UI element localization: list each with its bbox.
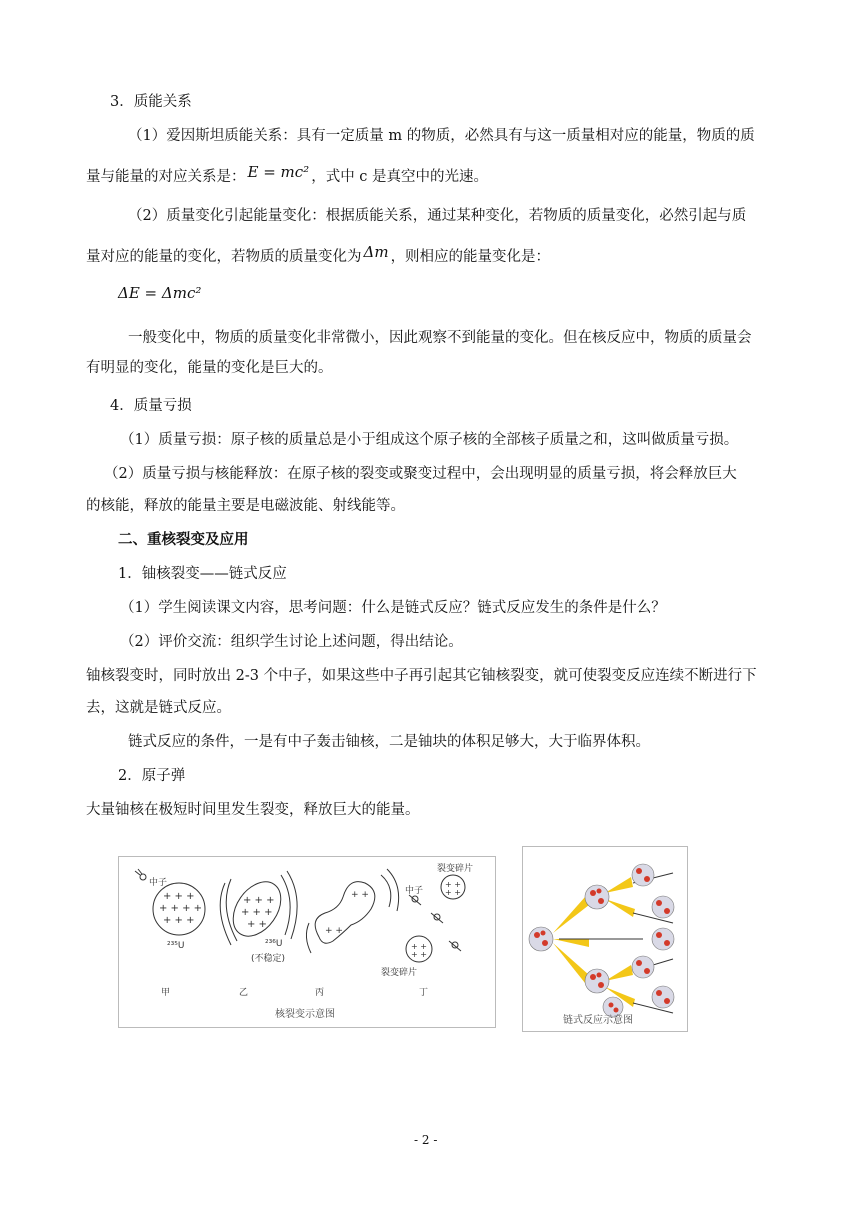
section-1-title: 1．铀核裂变——链式反应 <box>118 566 287 582</box>
paragraph: （1）质量亏损：原子核的质量总是小于组成这个原子核的全部核子质量之和，这叫做质量亏损。 <box>120 432 739 448</box>
paragraph: 大量铀核在极短时间里发生裂变，释放巨大的能量。 <box>86 802 420 818</box>
stage-label-b: 乙 <box>239 988 249 998</box>
svg-text:+ +: + + <box>445 880 461 889</box>
nuclei <box>529 864 674 1017</box>
svg-text:+ + +: + + + <box>163 891 195 902</box>
text-span: ，则相应的能量变化是： <box>390 249 551 265</box>
stage-label-c: 丙 <box>315 988 325 998</box>
paragraph: 有明显的变化，能量的变化是巨大的。 <box>86 360 333 376</box>
paragraph: （2）评价交流：组织学生讨论上述问题，得出结论。 <box>120 634 463 650</box>
svg-text:+ +: + + <box>247 919 267 930</box>
fission-figure <box>118 856 496 1028</box>
formula-emc2: E = mc² <box>247 163 310 181</box>
section-4-title: 4．质量亏损 <box>110 398 192 414</box>
svg-text:+ + + +: + + + + <box>159 903 203 914</box>
svg-text:+ +: + + <box>411 942 427 951</box>
stage-label-d: 丁 <box>419 988 429 998</box>
fission-caption: 核裂变示意图 <box>275 1009 335 1020</box>
text-span: 量对应的能量的变化，若物质的质量变化为 <box>86 249 362 265</box>
stage-b-nucleus <box>220 871 297 945</box>
formula-delta-m: Δm <box>363 243 389 261</box>
u235-label: ²³⁵U <box>167 941 185 951</box>
unstable-note: (不稳定) <box>251 954 286 964</box>
svg-text:+ +: + + <box>445 888 461 897</box>
chain-reaction-illustration <box>523 847 687 1031</box>
paragraph: 一般变化中，物质的质量变化非常微小，因此观察不到能量的变化。但在核反应中，物质的质量会 <box>128 330 752 346</box>
paragraph: 的核能，释放的能量主要是电磁波能、射线能等。 <box>86 498 405 514</box>
stage-label-a: 甲 <box>161 988 171 998</box>
paragraph: 去，这就是链式反应。 <box>86 700 231 716</box>
svg-text:+ + +: + + + <box>243 895 275 906</box>
svg-text:+ +: + + <box>411 950 427 959</box>
chain-reaction-figure <box>522 846 688 1032</box>
text-span: ，式中 c 是真空中的光速。 <box>311 169 489 185</box>
paragraph <box>86 163 489 187</box>
neutron-label-2: 中子 <box>405 886 424 896</box>
stage-c-nucleus <box>306 869 398 953</box>
paragraph: （2）质量变化引起能量变化：根据质能关系，通过某种变化，若物质的质量变化，必然引起与质 <box>128 208 747 224</box>
text-span: 量与能量的对应关系是： <box>86 169 246 185</box>
section-3-title: 3．质能关系 <box>110 94 192 110</box>
page-number: - 2 - <box>414 1133 438 1147</box>
paragraph: （2）质量亏损与核能释放：在原子核的裂变或聚变过程中，会出现明显的质量亏损，将会释放巨大 <box>104 466 737 482</box>
paragraph: 链式反应的条件，一是有中子轰击铀核，二是铀块的体积足够大，大于临界体积。 <box>128 734 650 750</box>
svg-text:+ + +: + + + <box>163 915 195 926</box>
svg-text:+ +: + + <box>351 890 369 900</box>
part-2-title: 二、重核裂变及应用 <box>118 531 249 548</box>
neutron-label: 中子 <box>149 878 168 888</box>
section-2-title: 2．原子弹 <box>118 768 186 784</box>
fragment-label-top: 裂变碎片 <box>437 864 474 874</box>
formula-delta-e: ΔE = Δmc² <box>118 284 202 302</box>
paragraph <box>86 243 551 267</box>
u236-label: ²³⁶U <box>265 939 283 949</box>
paragraph: 铀核裂变时，同时放出 2-3 个中子，如果这些中子再引起其它铀核裂变，就可使裂变反应连续不断进行下 <box>86 668 757 684</box>
stage-a-nucleus <box>135 869 205 935</box>
paragraph: （1）学生阅读课文内容，思考问题：什么是链式反应？链式反应发生的条件是什么？ <box>120 600 666 616</box>
fragment-label-bottom: 裂变碎片 <box>381 968 418 978</box>
svg-text:+ + +: + + + <box>241 907 273 918</box>
chain-reaction-caption: 链式反应示意图 <box>563 1015 633 1026</box>
svg-text:+ +: + + <box>325 926 343 936</box>
paragraph: （1）爱因斯坦质能关系：具有一定质量 m 的物质，必然具有与这一质量相对应的能量，物质的质 <box>128 128 755 144</box>
